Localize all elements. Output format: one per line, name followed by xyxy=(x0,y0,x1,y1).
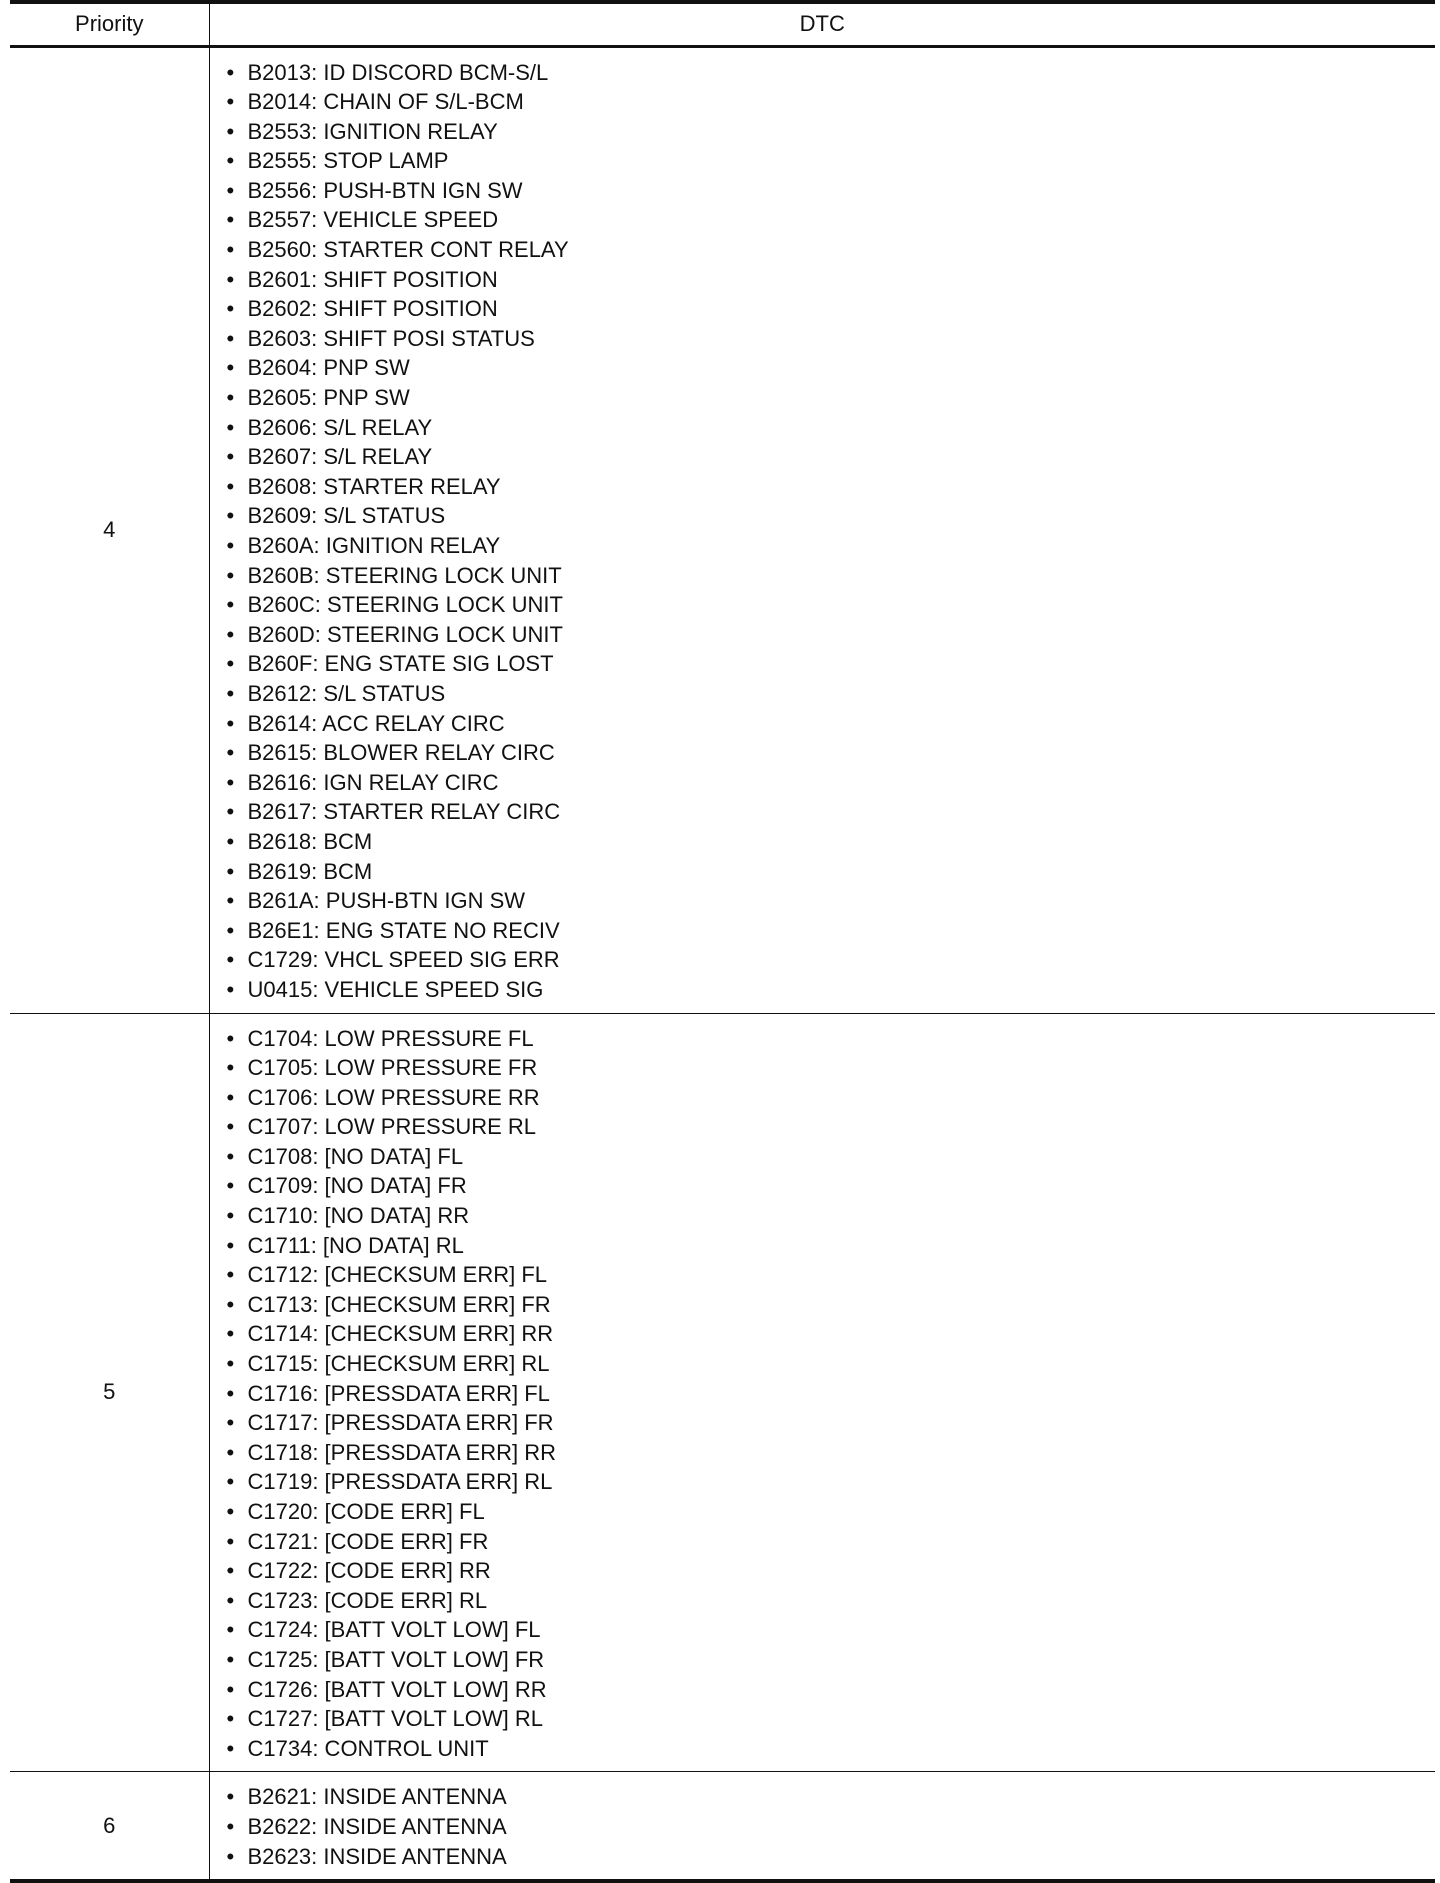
list-item xyxy=(227,1349,1436,1379)
dtc-entry: C1706: LOW PRESSURE RR xyxy=(247,1084,540,1110)
bullet-icon: • xyxy=(226,1203,235,1229)
bullet-icon: • xyxy=(226,1617,235,1643)
list-item xyxy=(227,1812,1436,1842)
bullet-icon: • xyxy=(226,1843,235,1869)
bullet-icon: • xyxy=(226,680,235,706)
bullet-icon: • xyxy=(226,799,235,825)
dtc-entry: B260C: STEERING LOCK UNIT xyxy=(247,592,563,618)
list-item xyxy=(227,1260,1436,1290)
dtc-entry: C1719: [PRESSDATA ERR] RL xyxy=(247,1469,553,1495)
list-item xyxy=(227,945,1436,975)
list-item xyxy=(227,265,1436,295)
list-item xyxy=(227,117,1436,147)
dtc-entry: U0415: VEHICLE SPEED SIG xyxy=(247,976,544,1002)
bullet-icon: • xyxy=(226,266,235,292)
list-item xyxy=(227,1053,1436,1083)
dtc-entry: C1718: [PRESSDATA ERR] RR xyxy=(247,1439,557,1465)
dtc-entry: C1734: CONTROL UNIT xyxy=(247,1735,489,1761)
bullet-icon: • xyxy=(226,562,235,588)
dtc-entry: B2618: BCM xyxy=(247,828,373,854)
list-item xyxy=(227,353,1436,383)
list-item xyxy=(227,501,1436,531)
list-item xyxy=(227,679,1436,709)
dtc-list xyxy=(210,1014,1436,1772)
list-item xyxy=(227,797,1436,827)
table-body xyxy=(10,46,1435,1881)
dtc-column-header: DTC xyxy=(209,2,1435,46)
dtc-entry: B2622: INSIDE ANTENNA xyxy=(247,1813,507,1839)
dtc-entry: C1707: LOW PRESSURE RL xyxy=(247,1114,537,1140)
bullet-icon: • xyxy=(226,118,235,144)
dtc-entry: C1725: [BATT VOLT LOW] FR xyxy=(247,1646,545,1672)
dtc-priority-table xyxy=(10,0,1435,1883)
dtc-entry: C1704: LOW PRESSURE FL xyxy=(247,1025,534,1051)
bullet-icon: • xyxy=(226,858,235,884)
list-item xyxy=(227,1024,1436,1054)
bullet-icon: • xyxy=(226,1646,235,1672)
bullet-icon: • xyxy=(226,1439,235,1465)
list-item xyxy=(227,1782,1436,1812)
list-item xyxy=(227,1497,1436,1527)
bullet-icon: • xyxy=(226,1813,235,1839)
bullet-icon: • xyxy=(226,148,235,174)
bullet-icon: • xyxy=(226,1558,235,1584)
dtc-list xyxy=(210,1772,1436,1879)
list-item xyxy=(227,1527,1436,1557)
bullet-icon: • xyxy=(226,1469,235,1495)
dtc-entry: C1711: [NO DATA] RL xyxy=(247,1232,464,1258)
dtc-entry: B2616: IGN RELAY CIRC xyxy=(247,769,499,795)
list-item xyxy=(227,146,1436,176)
list-item xyxy=(227,1734,1436,1764)
dtc-entry: C1709: [NO DATA] FR xyxy=(247,1173,467,1199)
list-item xyxy=(227,709,1436,739)
dtc-list xyxy=(210,48,1436,1013)
bullet-icon: • xyxy=(226,917,235,943)
dtc-entry: B2614: ACC RELAY CIRC xyxy=(247,710,505,736)
list-item xyxy=(227,738,1436,768)
bullet-icon: • xyxy=(226,651,235,677)
bullet-icon: • xyxy=(226,385,235,411)
list-item xyxy=(227,1112,1436,1142)
list-item xyxy=(227,1842,1436,1872)
list-item xyxy=(227,176,1436,206)
table-header xyxy=(10,2,1435,46)
dtc-entry: B260D: STEERING LOCK UNIT xyxy=(247,621,563,647)
priority-cell: 6 xyxy=(10,1772,209,1881)
bullet-icon: • xyxy=(226,1499,235,1524)
bullet-icon: • xyxy=(226,1025,235,1051)
dtc-entry: C1720: [CODE ERR] FL xyxy=(247,1499,485,1524)
dtc-entry: B2602: SHIFT POSITION xyxy=(247,296,498,322)
bullet-icon: • xyxy=(226,1351,235,1377)
priority-cell: 4 xyxy=(10,46,209,1013)
list-item xyxy=(227,1142,1436,1172)
dtc-entry: C1705: LOW PRESSURE FR xyxy=(247,1055,538,1081)
list-item xyxy=(227,1319,1436,1349)
list-item xyxy=(227,1675,1436,1705)
list-item xyxy=(227,413,1436,443)
list-item xyxy=(227,1201,1436,1231)
bullet-icon: • xyxy=(226,592,235,618)
list-item xyxy=(227,235,1436,265)
dtc-entry: C1723: [CODE ERR] RL xyxy=(247,1587,488,1613)
list-item xyxy=(227,1467,1436,1497)
bullet-icon: • xyxy=(226,414,235,440)
list-item xyxy=(227,1231,1436,1261)
bullet-icon: • xyxy=(226,237,235,263)
list-item xyxy=(227,916,1436,946)
list-item xyxy=(227,827,1436,857)
bullet-icon: • xyxy=(226,89,235,115)
dtc-cell xyxy=(209,1772,1435,1881)
list-item xyxy=(227,561,1436,591)
dtc-entry: C1714: [CHECKSUM ERR] RR xyxy=(247,1321,554,1347)
bullet-icon: • xyxy=(226,976,235,1002)
bullet-icon: • xyxy=(226,325,235,351)
list-item xyxy=(227,324,1436,354)
list-item xyxy=(227,1615,1436,1645)
dtc-entry: B2605: PNP SW xyxy=(247,385,410,411)
list-item xyxy=(227,1408,1436,1438)
list-item xyxy=(227,590,1436,620)
dtc-entry: B260A: IGNITION RELAY xyxy=(247,533,501,558)
bullet-icon: • xyxy=(226,828,235,854)
list-item xyxy=(227,1083,1436,1113)
dtc-cell xyxy=(209,1013,1435,1772)
bullet-icon: • xyxy=(226,1321,235,1347)
list-item xyxy=(227,975,1436,1005)
bullet-icon: • xyxy=(226,207,235,233)
dtc-entry: B2617: STARTER RELAY CIRC xyxy=(247,799,561,825)
bullet-icon: • xyxy=(226,947,235,973)
bullet-icon: • xyxy=(226,1676,235,1702)
dtc-entry: B2615: BLOWER RELAY CIRC xyxy=(247,740,555,766)
list-item xyxy=(227,768,1436,798)
list-item xyxy=(227,1556,1436,1586)
bullet-icon: • xyxy=(226,1735,235,1761)
dtc-entry: B2609: S/L STATUS xyxy=(247,503,446,529)
bullet-icon: • xyxy=(226,1784,235,1810)
priority-cell: 5 xyxy=(10,1013,209,1772)
dtc-cell xyxy=(209,46,1435,1013)
dtc-entry: C1729: VHCL SPEED SIG ERR xyxy=(247,947,560,973)
bullet-icon: • xyxy=(226,1587,235,1613)
list-item xyxy=(227,205,1436,235)
list-item xyxy=(227,857,1436,887)
dtc-entry: B2014: CHAIN OF S/L-BCM xyxy=(247,89,524,115)
dtc-entry: B261A: PUSH-BTN IGN SW xyxy=(247,888,526,914)
bullet-icon: • xyxy=(226,1055,235,1081)
dtc-entry: C1708: [NO DATA] FL xyxy=(247,1143,464,1169)
dtc-entry: B2601: SHIFT POSITION xyxy=(247,266,498,292)
dtc-entry: B2013: ID DISCORD BCM-S/L xyxy=(247,59,549,85)
table-row xyxy=(10,46,1435,1013)
list-item xyxy=(227,649,1436,679)
bullet-icon: • xyxy=(226,1410,235,1436)
bullet-icon: • xyxy=(226,1291,235,1317)
list-item xyxy=(227,531,1436,561)
dtc-entry: B2621: INSIDE ANTENNA xyxy=(247,1784,507,1810)
bullet-icon: • xyxy=(226,1380,235,1406)
dtc-entry: B2606: S/L RELAY xyxy=(247,414,433,440)
list-item xyxy=(227,1171,1436,1201)
dtc-entry: B260F: ENG STATE SIG LOST xyxy=(247,651,554,677)
dtc-entry: B2607: S/L RELAY xyxy=(247,444,433,470)
bullet-icon: • xyxy=(226,296,235,322)
table-row xyxy=(10,1013,1435,1772)
dtc-entry: B2623: INSIDE ANTENNA xyxy=(247,1843,507,1869)
bullet-icon: • xyxy=(226,1084,235,1110)
list-item xyxy=(227,383,1436,413)
header-row xyxy=(10,2,1435,46)
bullet-icon: • xyxy=(226,355,235,381)
bullet-icon: • xyxy=(226,1143,235,1169)
list-item xyxy=(227,87,1436,117)
bullet-icon: • xyxy=(226,1262,235,1288)
bullet-icon: • xyxy=(226,888,235,914)
list-item xyxy=(227,1704,1436,1734)
bullet-icon: • xyxy=(226,533,235,558)
list-item xyxy=(227,442,1436,472)
dtc-entry: B26E1: ENG STATE NO RECIV xyxy=(247,917,560,943)
dtc-entry: C1724: [BATT VOLT LOW] FL xyxy=(247,1617,541,1643)
dtc-entry: B2557: VEHICLE SPEED xyxy=(247,207,499,233)
dtc-entry: C1717: [PRESSDATA ERR] FR xyxy=(247,1410,554,1436)
dtc-entry: B260B: STEERING LOCK UNIT xyxy=(247,562,562,588)
priority-column-header: Priority xyxy=(10,2,209,46)
dtc-entry: C1722: [CODE ERR] RR xyxy=(247,1558,491,1584)
dtc-entry: B2556: PUSH-BTN IGN SW xyxy=(247,177,523,203)
bullet-icon: • xyxy=(226,473,235,499)
dtc-entry: C1712: [CHECKSUM ERR] FL xyxy=(247,1262,548,1288)
dtc-entry: C1710: [NO DATA] RR xyxy=(247,1203,470,1229)
bullet-icon: • xyxy=(226,1232,235,1258)
bullet-icon: • xyxy=(226,740,235,766)
bullet-icon: • xyxy=(226,177,235,203)
dtc-entry: C1726: [BATT VOLT LOW] RR xyxy=(247,1676,547,1702)
bullet-icon: • xyxy=(226,444,235,470)
list-item xyxy=(227,1645,1436,1675)
dtc-entry: C1727: [BATT VOLT LOW] RL xyxy=(247,1706,543,1732)
bullet-icon: • xyxy=(226,710,235,736)
dtc-entry: B2560: STARTER CONT RELAY xyxy=(247,237,569,263)
dtc-entry: B2619: BCM xyxy=(247,858,373,884)
dtc-entry: B2608: STARTER RELAY xyxy=(247,473,501,499)
dtc-entry: C1715: [CHECKSUM ERR] RL xyxy=(247,1351,550,1377)
list-item xyxy=(227,294,1436,324)
list-item xyxy=(227,1290,1436,1320)
list-item xyxy=(227,886,1436,916)
bullet-icon: • xyxy=(226,1114,235,1140)
bullet-icon: • xyxy=(226,621,235,647)
bullet-icon: • xyxy=(226,1706,235,1732)
list-item xyxy=(227,58,1436,88)
bullet-icon: • xyxy=(226,59,235,85)
dtc-entry: C1713: [CHECKSUM ERR] FR xyxy=(247,1291,551,1317)
list-item xyxy=(227,472,1436,502)
table-row xyxy=(10,1772,1435,1881)
bullet-icon: • xyxy=(226,503,235,529)
bullet-icon: • xyxy=(226,769,235,795)
list-item xyxy=(227,1379,1436,1409)
dtc-entry: B2555: STOP LAMP xyxy=(247,148,449,174)
list-item xyxy=(227,1438,1436,1468)
dtc-entry: B2612: S/L STATUS xyxy=(247,680,446,706)
list-item xyxy=(227,620,1436,650)
bullet-icon: • xyxy=(226,1528,235,1554)
dtc-entry: B2603: SHIFT POSI STATUS xyxy=(247,325,535,351)
dtc-entry: B2604: PNP SW xyxy=(247,355,410,381)
dtc-entry: B2553: IGNITION RELAY xyxy=(247,118,498,144)
list-item xyxy=(227,1586,1436,1616)
bullet-icon: • xyxy=(226,1173,235,1199)
dtc-entry: C1716: [PRESSDATA ERR] FL xyxy=(247,1380,550,1406)
dtc-entry: C1721: [CODE ERR] FR xyxy=(247,1528,489,1554)
